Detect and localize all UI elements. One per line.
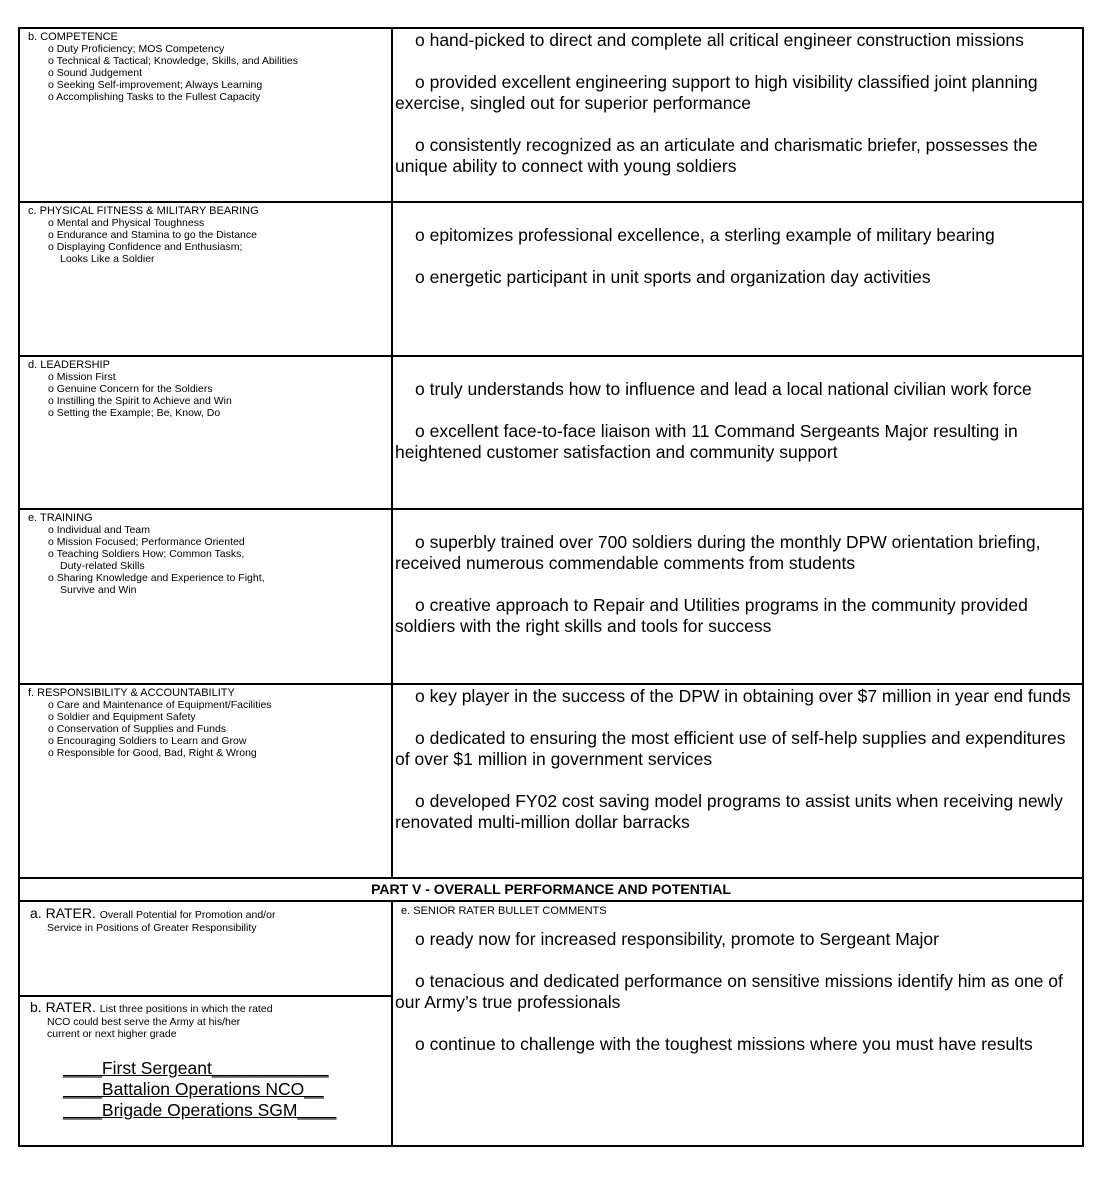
column-divider-top bbox=[391, 29, 393, 879]
bullet-comment: o tenacious and dedicated performance on sensitive missions identify him as one of our Army’s true professionals bbox=[395, 971, 1063, 1012]
bullet-comment: o superbly trained over 700 soldiers during the monthly DPW orientation briefing, received numerous commendable comments from students bbox=[395, 532, 1041, 573]
rater-description: NCO could best serve the Army at his/her bbox=[47, 1016, 241, 1028]
rater-potential-block bbox=[30, 906, 388, 934]
criteria-item-continued: Duty-related Skills bbox=[60, 560, 145, 572]
criteria-item: o Endurance and Stamina to go the Distance bbox=[48, 229, 257, 241]
criteria-item: o Seeking Self-improvement; Always Learning bbox=[48, 79, 263, 91]
senior-rater-heading: e. SENIOR RATER BULLET COMMENTS bbox=[401, 905, 607, 917]
ncoer-form bbox=[18, 27, 1084, 1147]
row-divider bbox=[20, 201, 1082, 203]
bullet-comment: o ready now for increased responsibility, promote to Sergeant Major bbox=[415, 929, 939, 949]
section-leadership-bullets bbox=[395, 379, 1083, 463]
section-training-criteria bbox=[28, 512, 388, 596]
criteria-item: o Instilling the Spirit to Achieve and Win bbox=[48, 395, 232, 407]
recommended-positions bbox=[30, 1058, 388, 1121]
section-physical-fitness-criteria bbox=[28, 205, 388, 265]
criteria-item: o Sound Judgement bbox=[48, 67, 142, 79]
criteria-item: o Mission First bbox=[48, 371, 116, 383]
bullet-comment: o epitomizes professional excellence, a sterling example of military bearing bbox=[415, 225, 995, 245]
criteria-item: o Teaching Soldiers How; Common Tasks, bbox=[48, 548, 245, 560]
criteria-item: o Soldier and Equipment Safety bbox=[48, 711, 196, 723]
criteria-item: o Genuine Concern for the Soldiers bbox=[48, 383, 213, 395]
rater-label: b. RATER. bbox=[30, 999, 96, 1015]
rater-description: List three positions in which the rated bbox=[99, 1003, 273, 1015]
section-heading: d. LEADERSHIP bbox=[28, 359, 110, 371]
rater-description: current or next higher grade bbox=[47, 1028, 177, 1040]
criteria-item: o Setting the Example; Be, Know, Do bbox=[48, 407, 221, 419]
rater-label: a. RATER. bbox=[30, 905, 96, 921]
bullet-comment: o dedicated to ensuring the most efficient use of self-help supplies and expenditures of over $1 million in government services bbox=[395, 728, 1066, 769]
section-physical-fitness-bullets bbox=[395, 225, 1083, 288]
section-training-bullets bbox=[395, 532, 1083, 637]
criteria-item: o Care and Maintenance of Equipment/Facilities bbox=[48, 699, 272, 711]
criteria-item: o Sharing Knowledge and Experience to Fight, bbox=[48, 572, 265, 584]
position-entry: ____Brigade Operations SGM____ bbox=[63, 1100, 337, 1120]
bullet-comment: o energetic participant in unit sports and organization day activities bbox=[415, 267, 931, 287]
bullet-comment: o continue to challenge with the toughest missions where you must have results bbox=[415, 1034, 1033, 1054]
senior-rater-bullets bbox=[393, 929, 1083, 1055]
criteria-item: o Individual and Team bbox=[48, 524, 150, 536]
section-heading: e. TRAINING bbox=[28, 512, 93, 524]
section-competence-bullets bbox=[395, 30, 1083, 177]
section-heading: b. COMPETENCE bbox=[28, 31, 118, 43]
criteria-item: o Conservation of Supplies and Funds bbox=[48, 723, 227, 735]
rater-divider bbox=[20, 995, 392, 997]
section-competence-criteria bbox=[28, 31, 388, 103]
criteria-item: o Accomplishing Tasks to the Fullest Capacity bbox=[48, 91, 261, 103]
section-responsibility-criteria bbox=[28, 687, 388, 759]
part-v-title: PART V - OVERALL PERFORMANCE AND POTENTIAL bbox=[371, 881, 731, 897]
position-entry: ____First Sergeant____________ bbox=[63, 1058, 329, 1078]
criteria-item: o Technical & Tactical; Knowledge, Skills, and Abilities bbox=[48, 55, 299, 67]
section-leadership-criteria bbox=[28, 359, 388, 419]
section-heading: f. RESPONSIBILITY & ACCOUNTABILITY bbox=[28, 687, 235, 699]
rater-positions-block bbox=[30, 1000, 388, 1121]
bullet-comment: o excellent face-to-face liaison with 11 Command Sergeants Major resulting in heightened customer satisfaction and community support bbox=[395, 421, 1018, 462]
criteria-item: o Displaying Confidence and Enthusiasm; bbox=[48, 241, 243, 253]
rater-description: Service in Positions of Greater Responsibility bbox=[47, 922, 257, 934]
row-divider bbox=[20, 900, 1082, 902]
row-divider bbox=[20, 683, 1082, 685]
bullet-comment: o creative approach to Repair and Utilities programs in the community provided soldiers with the right skills and tools for success bbox=[395, 595, 1028, 636]
criteria-item-continued: Survive and Win bbox=[60, 584, 137, 596]
bullet-comment: o truly understands how to influence and lead a local national civilian work force bbox=[415, 379, 1032, 399]
criteria-item: o Encouraging Soldiers to Learn and Grow bbox=[48, 735, 247, 747]
rater-description: Overall Potential for Promotion and/or bbox=[99, 909, 276, 921]
bullet-comment: o key player in the success of the DPW in obtaining over $7 million in year end funds bbox=[415, 686, 1071, 706]
bullet-comment: o provided excellent engineering support to high visibility classified joint planning exercise, singled out for superior performance bbox=[395, 72, 1038, 113]
criteria-item: o Responsible for Good, Bad, Right & Wrong bbox=[48, 747, 257, 759]
row-divider bbox=[20, 355, 1082, 357]
position-entry: ____Battalion Operations NCO__ bbox=[63, 1079, 324, 1099]
row-divider bbox=[20, 508, 1082, 510]
criteria-item-continued: Looks Like a Soldier bbox=[60, 253, 155, 265]
bullet-comment: o developed FY02 cost saving model programs to assist units when receiving newly renovated multi-million dollar barracks bbox=[395, 791, 1063, 832]
section-responsibility-bullets bbox=[395, 686, 1083, 833]
criteria-item: o Duty Proficiency; MOS Competency bbox=[48, 43, 225, 55]
criteria-item: o Mental and Physical Toughness bbox=[48, 217, 205, 229]
section-heading: c. PHYSICAL FITNESS & MILITARY BEARING bbox=[28, 205, 259, 217]
senior-rater-block bbox=[393, 905, 1083, 1055]
bullet-comment: o consistently recognized as an articulate and charismatic briefer, possesses the unique ability to connect with young soldiers bbox=[395, 135, 1038, 176]
criteria-item: o Mission Focused; Performance Oriented bbox=[48, 536, 245, 548]
bullet-comment: o hand-picked to direct and complete all critical engineer construction missions bbox=[415, 30, 1024, 50]
